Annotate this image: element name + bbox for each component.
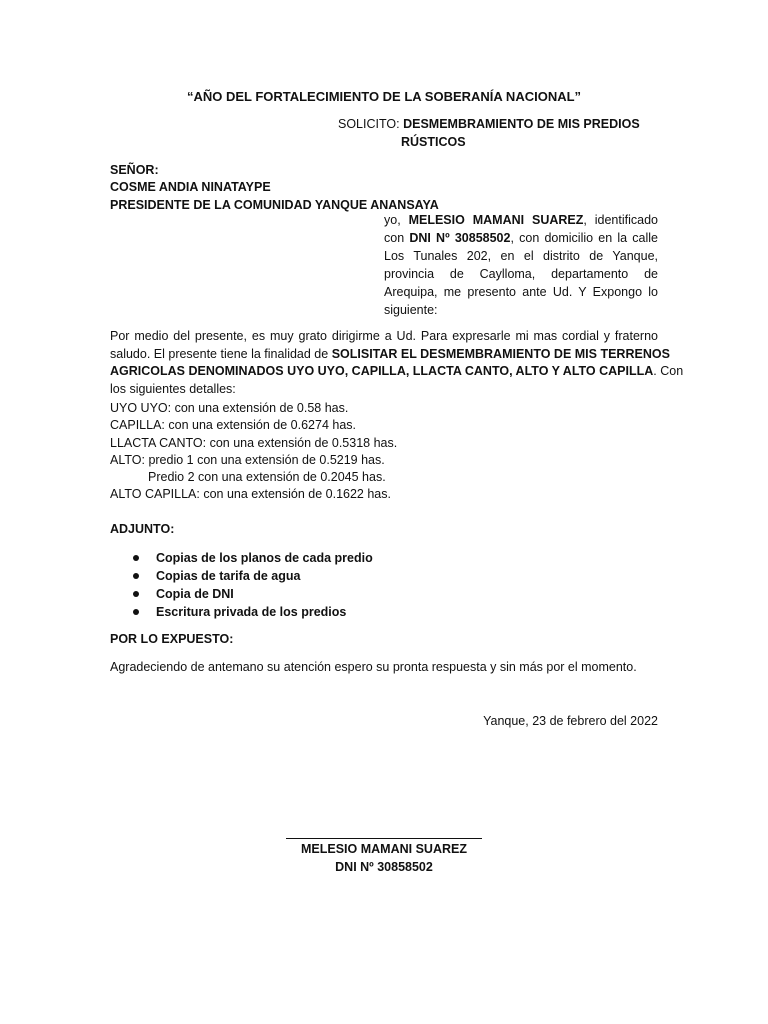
property-details	[110, 400, 397, 504]
bullet-icon	[133, 591, 139, 597]
property-detail-row: ALTO CAPILLA: con una extensión de 0.1622 has.	[110, 487, 391, 502]
intro-line: con DNI Nº 30858502, con domicilio en la calle	[384, 231, 658, 245]
intro-line: provincia de Caylloma, departamento de	[384, 267, 658, 281]
solicito-text: DESMEMBRAMIENTO DE MIS PREDIOS	[403, 117, 640, 131]
request-subject: SOLISITAR EL DESMEMBRAMIENTO DE MIS TERRENOS	[331, 346, 670, 361]
body-line: Por medio del presente, es muy grato dirigirme a Ud. Para expresarle mi mas cordial y fraterno	[110, 329, 658, 343]
bullet-icon	[133, 609, 139, 615]
body-line: los siguientes detalles:	[110, 381, 236, 396]
year-motto: “AÑO DEL FORTALECIMIENTO DE LA SOBERANÍA NACIONAL”	[186, 89, 582, 104]
attachment-item: Copias de los planos de cada predio	[130, 549, 373, 567]
property-detail-row: Predio 2 con una extensión de 0.2045 has.	[148, 470, 386, 485]
addressee-title: PRESIDENTE DE LA COMUNIDAD YANQUE ANANSAYA	[110, 198, 439, 212]
closing-text: Agradeciendo de antemano su atención espero su pronta respuesta y sin más por el momento.	[110, 660, 637, 674]
intro-block	[384, 211, 658, 319]
solicito-label: SOLICITO:	[338, 117, 400, 131]
salutation: SEÑOR:	[110, 163, 159, 177]
intro-line: Los Tunales 202, en el distrito de Yanque,	[384, 249, 658, 263]
sender-name: MELESIO MAMANI SUAREZ	[408, 213, 584, 227]
request-properties: AGRICOLAS DENOMINADOS UYO UYO, CAPILLA, LLACTA CANTO, ALTO Y ALTO CAPILLA	[110, 364, 654, 378]
letter-date: Yanque, 23 de febrero del 2022	[483, 714, 658, 728]
property-detail-row: ALTO: predio 1 con una extensión de 0.5219 has.	[110, 452, 385, 467]
signer-name: MELESIO MAMANI SUAREZ	[301, 842, 467, 856]
addressee-name: COSME ANDIA NINATAYPE	[110, 180, 271, 194]
property-detail-row: UYO UYO: con una extensión de 0.58 has.	[110, 401, 349, 415]
intro-line: siguiente:	[384, 303, 438, 317]
property-detail-row: LLACTA CANTO: con una extensión de 0.5318 has.	[110, 435, 398, 450]
intro-line: Arequipa, me presento ante Ud. Y Expongo lo	[384, 285, 658, 299]
body-line: AGRICOLAS DENOMINADOS UYO UYO, CAPILLA, LLACTA CANTO, ALTO Y ALTO CAPILLA. Con	[110, 364, 684, 378]
solicito-text-continued: RÚSTICOS	[401, 135, 466, 149]
solicito-line	[338, 117, 640, 131]
property-detail-row: CAPILLA: con una extensión de 0.6274 has.	[110, 418, 357, 433]
attachment-item: Escritura privada de los predios	[130, 603, 373, 621]
signature-line	[286, 838, 482, 839]
attachment-item: Copias de tarifa de agua	[130, 567, 373, 585]
attachments-list	[130, 549, 373, 621]
bullet-icon	[133, 555, 139, 561]
signer-dni: DNI Nº 30858502	[335, 860, 433, 874]
sender-dni: DNI Nº 30858502	[409, 231, 511, 245]
closing-heading: POR LO EXPUESTO:	[110, 632, 234, 646]
attachments-heading: ADJUNTO:	[110, 522, 175, 536]
body-line: saludo. El presente tiene la finalidad de SOLISITAR EL DESMEMBRAMIENTO DE MIS TERRENOS	[110, 346, 670, 361]
intro-line: yo, MELESIO MAMANI SUAREZ, identificado	[384, 213, 658, 227]
body-paragraph	[110, 328, 684, 398]
bullet-icon	[133, 573, 139, 579]
attachment-item: Copia de DNI	[130, 585, 373, 603]
